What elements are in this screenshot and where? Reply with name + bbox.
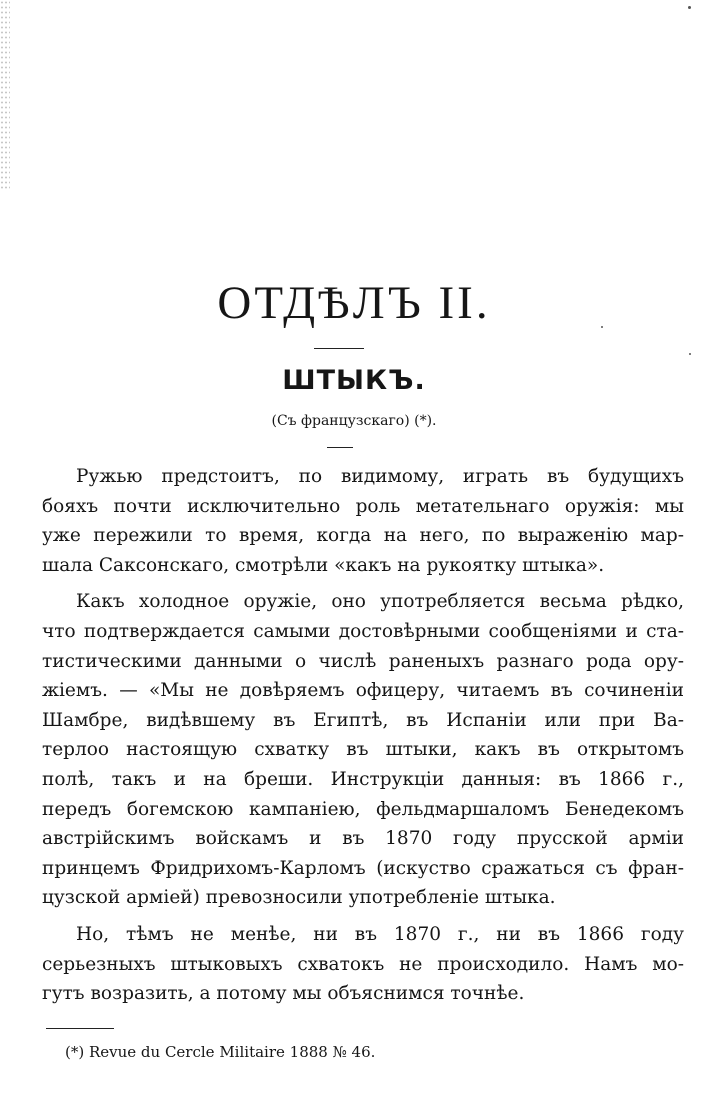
text-line: жіемъ. — «Мы не довѣряемъ офицеру, читаемъ въ сочиненіи bbox=[42, 680, 684, 702]
text-line: уже пережили то время, когда на него, по выраженію мар- bbox=[42, 525, 684, 547]
text-line: терлоо настоящую схватку въ штыки, какъ въ открытомъ bbox=[42, 739, 684, 761]
footnote: (*) Revue du Cercle Militaire 1888 № 46. bbox=[65, 1043, 376, 1061]
scan-speck bbox=[688, 6, 691, 9]
paragraph bbox=[42, 587, 684, 913]
subtitle-divider bbox=[327, 447, 353, 448]
text-line: Но, тѣмъ не менѣе, ни въ 1870 г., ни въ 1866 году bbox=[76, 923, 684, 945]
text-line: Ружью предстоитъ, по видимому, играть въ будущихъ bbox=[76, 466, 684, 487]
text-line: что подтверждается самыми достовѣрными сообщеніями и ста- bbox=[42, 620, 684, 642]
title-divider bbox=[314, 348, 364, 349]
text-line: Шамбре, видѣвшему въ Египтѣ, въ Испаніи или при Ва- bbox=[42, 709, 684, 731]
text-line: бояхъ почти исключительно роль метательнаго оружія: мы bbox=[42, 495, 684, 517]
scan-speck bbox=[689, 353, 691, 355]
text-line: тистическими данными о числѣ раненыхъ разнаго рода ору- bbox=[42, 650, 684, 672]
text-line: шала Саксонскаго, смотрѣли «какъ на рукоятку штыка». bbox=[42, 554, 605, 576]
text-line: цузской арміей) превозносили употребленіе штыка. bbox=[42, 887, 556, 909]
chapter-heading: ШТЫКЪ. bbox=[282, 365, 426, 396]
section-title: ОТДѢЛЪ II. bbox=[217, 277, 491, 329]
paragraph bbox=[42, 920, 684, 1009]
text-line: полѣ, такъ и на бреши. Инструкціи данныя: въ 1866 г., bbox=[42, 768, 684, 790]
text-line: серьезныхъ штыковыхъ схватокъ не происходило. Намъ мо- bbox=[42, 953, 684, 975]
text-line: принцемъ Фридрихомъ-Карломъ (искуство сражаться съ фран- bbox=[42, 857, 684, 879]
text-line: гутъ возразить, а потому мы объяснимся точнѣе. bbox=[42, 983, 525, 1005]
text-line: австрійскимъ войскамъ и въ 1870 году прусской арміи bbox=[42, 828, 684, 850]
text-line: Какъ холодное оружіе, оно употребляется весьма рѣдко, bbox=[76, 591, 684, 613]
paragraph bbox=[42, 462, 684, 580]
body-text bbox=[42, 462, 684, 1016]
scan-edge-noise bbox=[0, 0, 10, 190]
footnote-divider bbox=[46, 1028, 114, 1029]
text-line: передъ богемскою кампаніею, фельдмаршаломъ Бенедекомъ bbox=[42, 798, 684, 820]
chapter-subtitle: (Съ французскаго) (*). bbox=[271, 413, 437, 429]
